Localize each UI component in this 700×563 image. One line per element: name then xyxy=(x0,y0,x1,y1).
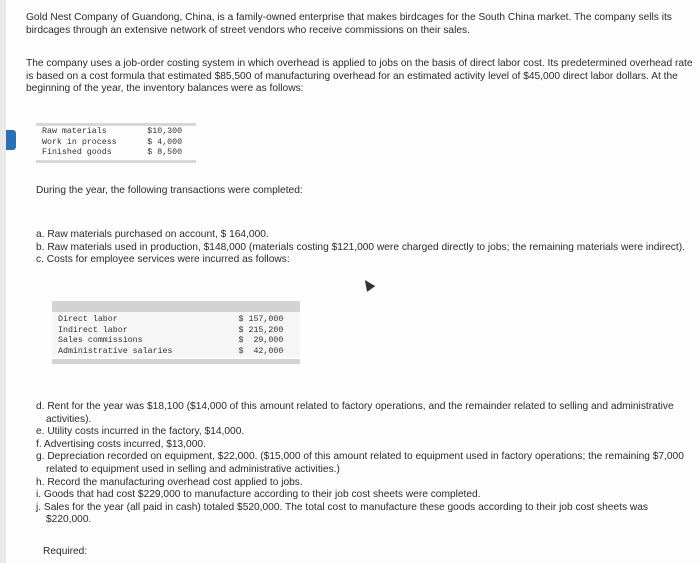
inventory-label: Finished goods xyxy=(42,148,112,158)
employee-costs-table xyxy=(52,301,300,364)
transactions-list-a-c xyxy=(36,229,688,267)
inventory-value: $ 8,500 xyxy=(147,148,183,158)
transaction-item: j. Sales for the year (all paid in cash) totaled $520,000. The total cost to manufacture these goods according to their job cost sheets was $220,000. xyxy=(36,501,648,526)
transaction-item: i. Goods that had cost $229,000 to manufacture according to their job cost sheets were completed. xyxy=(36,489,481,501)
question-marker xyxy=(6,130,16,150)
transaction-item: g. Depreciation recorded on equipment, $22,000. ($15,000 of this amount related to equipment used in factory operations; the remaining $7,000 related to equipment used in selling and administrative activities.) xyxy=(36,451,684,475)
transactions-list-d-j xyxy=(36,401,696,527)
costing-paragraph: The company uses a job-order costing system in which overhead is applied to jobs on the basis of direct labor cost. Its predetermined overhead rate is based on a cost formula that estimated $85,500 of manufacturing overhead for an estimated activity level of $45,000 direct labor dollars. At the beginning of the year, the inventory balances were as follows: xyxy=(26,58,693,95)
transactions-heading: During the year, the following transactions were completed: xyxy=(36,185,303,196)
transaction-item: d. Rent for the year was $18,100 ($14,000 of this amount related to factory operations, and the remainder related to selling and administrative activities). xyxy=(36,401,674,425)
employee-cost-value: $ 215,200 xyxy=(238,325,284,335)
transaction-item: e. Utility costs incurred in the factory, $14,000. xyxy=(36,426,245,438)
transaction-item: a. Raw materials purchased on account, $ 164,000. xyxy=(36,229,269,240)
inventory-value: $10,300 xyxy=(147,127,183,136)
inventory-table xyxy=(36,123,196,163)
intro-paragraph: Gold Nest Company of Guandong, China, is a family-owned enterprise that makes birdcages for the South China market. The company sells its birdcages through an extensive network of street vendors who receive commissions on their sales. xyxy=(26,12,672,36)
employee-cost-row xyxy=(52,326,300,337)
inventory-row xyxy=(36,127,196,138)
required-heading: Required: xyxy=(43,546,88,557)
employee-cost-row xyxy=(52,315,300,326)
employee-cost-row xyxy=(52,347,300,358)
employee-cost-value: $ 157,000 xyxy=(238,315,284,324)
transaction-item: f. Advertising costs incurred, $13,000. xyxy=(36,438,206,450)
inventory-value: $ 4,000 xyxy=(147,137,183,147)
employee-cost-label: Sales commissions xyxy=(58,336,143,346)
cursor-arrow-icon xyxy=(361,277,376,292)
transaction-item: h. Record the manufacturing overhead cost applied to jobs. xyxy=(36,476,303,488)
employee-cost-row xyxy=(52,336,300,347)
inventory-label: Raw materials xyxy=(42,127,107,136)
inventory-label: Work in process xyxy=(42,137,117,147)
employee-cost-label: Direct labor xyxy=(58,315,118,324)
inventory-row xyxy=(36,148,196,159)
employee-cost-label: Indirect labor xyxy=(58,325,128,335)
document-page xyxy=(6,0,700,563)
transaction-item: c. Costs for employee services were incurred as follows: xyxy=(36,254,290,266)
employee-cost-label: Administrative salaries xyxy=(58,346,173,356)
employee-cost-value: $ 29,000 xyxy=(238,336,284,346)
inventory-row xyxy=(36,138,196,149)
employee-cost-value: $ 42,000 xyxy=(238,346,284,356)
transaction-item: b. Raw materials used in production, $148,000 (materials costing $121,000 were charged directly to jobs; the remaining materials were indirect). xyxy=(36,241,685,253)
